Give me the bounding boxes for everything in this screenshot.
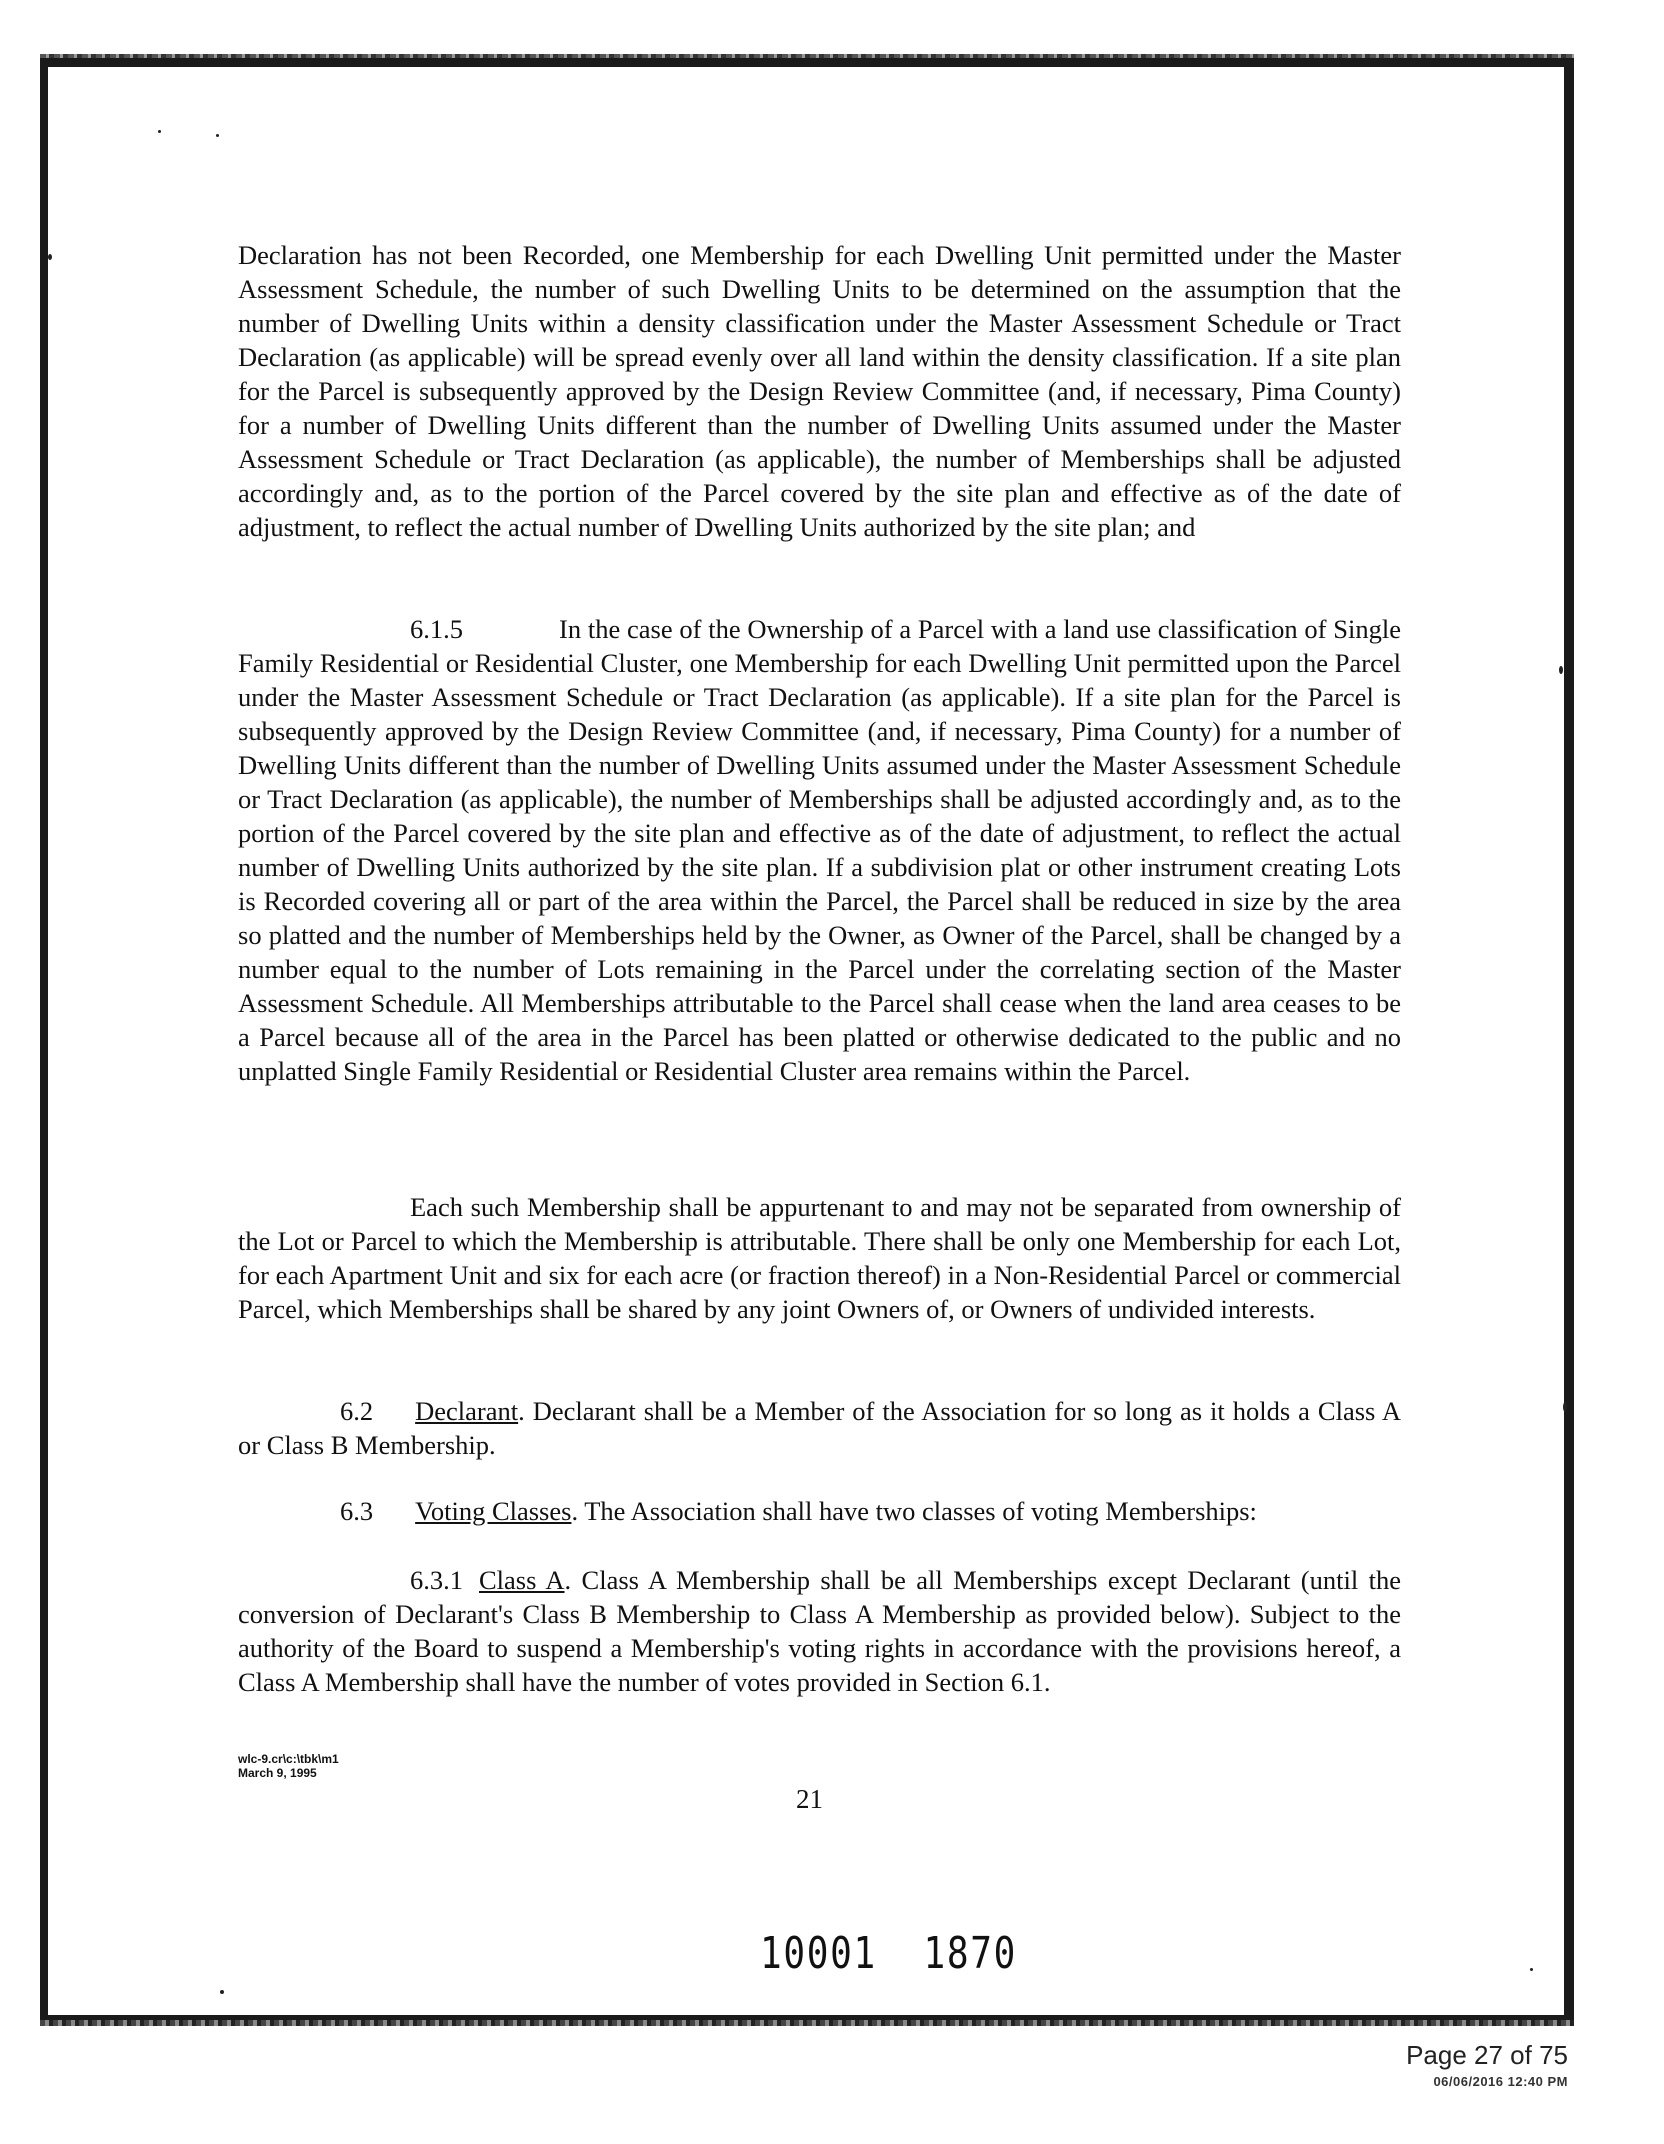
scan-speck bbox=[1530, 1968, 1533, 1971]
paragraph-text: In the case of the Ownership of a Parcel with a land use classification of Single Family Residential or Residential Cluster, one Membership for each Dwelling Unit permitted upon the Parcel under the Master Assessment Schedule or Tract Declaration (as applicable). If a site plan for the Parcel is subsequently approved by the Design Review Committee (and, if necessary, Pima County) for a number of Dwelling Units different than the number of Dwelling Units assumed under the Master Assessment Schedule or Tract Declaration (as applicable), the number of Memberships shall be adjusted accordingly and, as to the portion of the Parcel covered by the site plan and effective as of the date of adjustment, to reflect the actual number of Dwelling Units authorized by the site plan. If a subdivision plat or other instrument creating Lots is Recorded covering all or part of the area within the Parcel, the Parcel shall be reduced in size by the area so platted and the number of Memberships held by the Owner, as Owner of the Parcel, shall be changed by a number equal to the number of Lots remaining in the Parcel under the correlating section of the Master Assessment Schedule. All Memberships attributable to the Parcel shall cease when the land area ceases to be a Parcel because all of the area in the Parcel has been platted or otherwise dedicated to the public and no unplatted Single Family Residential or Residential Cluster area remains within the Parcel. bbox=[238, 614, 1401, 1086]
paragraph bbox=[238, 1494, 1401, 1528]
scan-speck bbox=[158, 130, 161, 133]
viewer-page-indicator: Page 27 of 75 bbox=[1406, 2040, 1568, 2070]
paragraph bbox=[238, 1563, 1401, 1699]
section-6-3 bbox=[238, 1494, 1401, 1528]
viewer-timestamp: 06/06/2016 12:40 PM bbox=[1433, 2074, 1568, 2089]
section-6-1-5 bbox=[238, 612, 1401, 1088]
scan-speck bbox=[48, 254, 52, 260]
section-6-2 bbox=[238, 1394, 1401, 1462]
file-reference bbox=[238, 1752, 339, 1780]
membership-appurtenant-paragraph bbox=[238, 1190, 1401, 1326]
section-number: 6.3 bbox=[340, 1496, 374, 1526]
section-number: 6.3.1 bbox=[410, 1565, 463, 1595]
paragraph-text: Declaration has not been Recorded, one Membership for each Dwelling Unit permitted under the Master Assessment Schedule, the number of such Dwelling Units to be determined on the assumption that the number of Dwelling Units within a density classification under the Master Assessment Schedule or Tract Declaration (as applicable) will be spread evenly over all land within the density classification. If a site plan for the Parcel is subsequently approved by the Design Review Committee (and, if necessary, Pima County) for a number of Dwelling Units different than the number of Dwelling Units assumed under the Master Assessment Schedule or Tract Declaration (as applicable), the number of Memberships shall be adjusted accordingly and, as to the portion of the Parcel covered by the site plan and effective as of the date of adjustment, to reflect the actual number of Dwelling Units authorized by the site plan; and bbox=[238, 240, 1401, 542]
file-date: March 9, 1995 bbox=[238, 1766, 317, 1780]
continued-paragraph bbox=[238, 238, 1401, 544]
paragraph-text: . The Association shall have two classes of voting Memberships: bbox=[571, 1496, 1257, 1526]
scan-bottom-edge bbox=[40, 2020, 1574, 2026]
scan-speck bbox=[216, 134, 219, 137]
page-number: 21 bbox=[796, 1784, 823, 1814]
paragraph bbox=[238, 1394, 1401, 1462]
section-number: 6.1.5 bbox=[410, 614, 463, 644]
recording-stamp: 10001 1870 bbox=[760, 1928, 1017, 1979]
scan-speck bbox=[1559, 666, 1563, 674]
paragraph-text: . Declarant shall be a Member of the Association for so long as it holds a Class A or Class B Membership. bbox=[238, 1396, 1401, 1460]
paragraph-text: . Class A Membership shall be all Memberships except Declarant (until the conversion of Declarant's Class B Membership to Class A Membership as provided below). Subject to the authority of the Board to suspend a Membership's voting rights in accordance with the provisions hereof, a Class A Membership shall have the number of votes provided in Section 6.1. bbox=[238, 1565, 1401, 1697]
scan-speck bbox=[1563, 1402, 1567, 1412]
section-number: 6.2 bbox=[340, 1396, 374, 1426]
scan-speck bbox=[220, 1990, 224, 1994]
paragraph bbox=[238, 612, 1401, 1088]
section-heading: Class A bbox=[479, 1565, 565, 1595]
paragraph-text: Each such Membership shall be appurtenant to and may not be separated from ownership of the Lot or Parcel to which the Membership is attributable. There shall be only one Membership for each Lot, for each Apartment Unit and six for each acre (or fraction thereof) in a Non-Residential Parcel or commercial Parcel, which Memberships shall be shared by any joint Owners of, or Owners of undivided interests. bbox=[238, 1192, 1401, 1324]
section-heading: Voting Classes bbox=[415, 1496, 572, 1526]
file-path: wlc-9.cr\c:\tbk\m1 bbox=[238, 1752, 339, 1766]
section-6-3-1 bbox=[238, 1563, 1401, 1699]
section-heading: Declarant bbox=[415, 1396, 519, 1426]
